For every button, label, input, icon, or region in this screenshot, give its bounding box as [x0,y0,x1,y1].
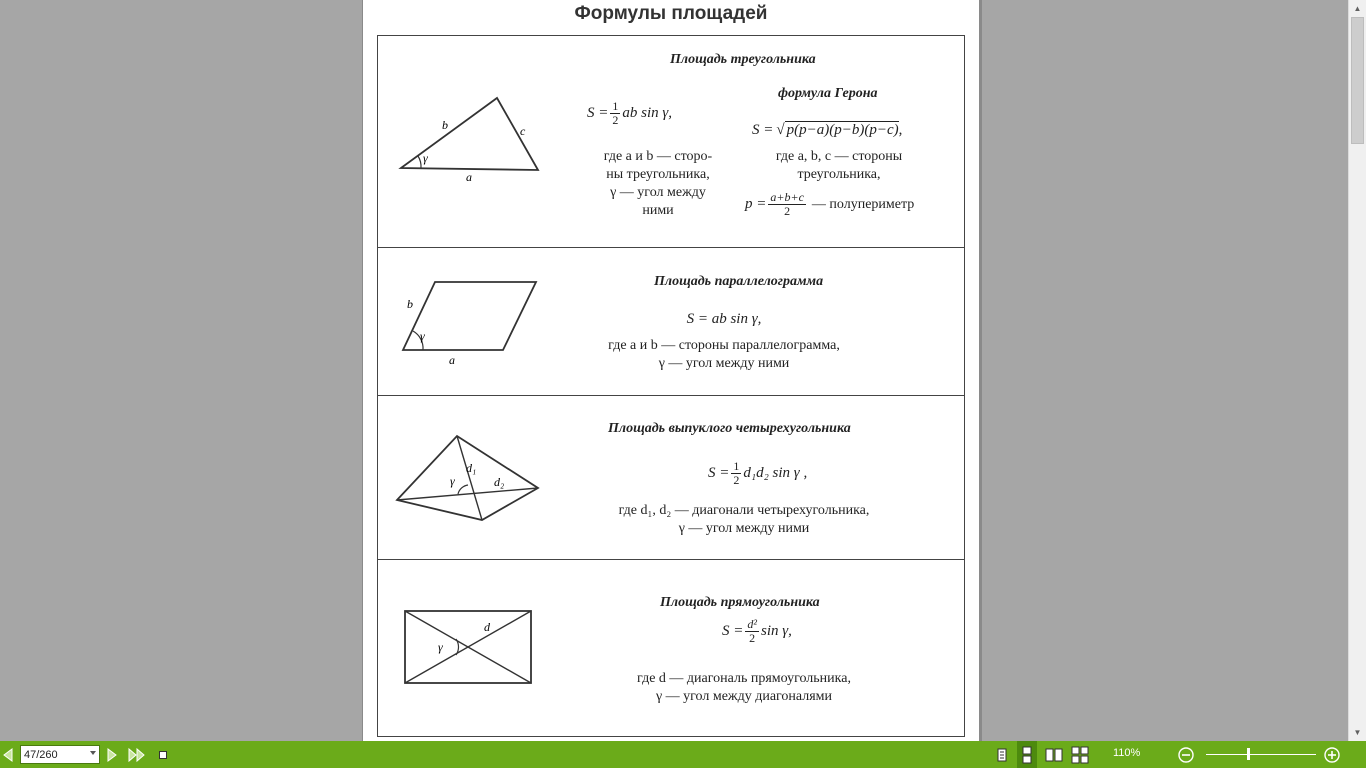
prev-page-button[interactable] [0,741,16,768]
label-d1: d₁ [466,461,477,475]
formula-sheet [377,35,965,737]
square-icon [159,751,167,759]
scroll-up-icon[interactable]: ▲ [1353,4,1362,13]
stop-button[interactable] [156,741,170,768]
zoom-out-button[interactable] [1177,741,1195,768]
rectangle-figure [402,608,534,688]
single-page-icon [997,748,1007,762]
label-d2: d₂ [494,475,505,489]
quadrilateral-description: где d₁, d₂ — диагонали четырехугольника, γ — угол между ними [618,503,870,536]
continuous-view-button[interactable] [1017,741,1037,768]
page-title: Формулы площадей [574,3,768,24]
section-rectangle [378,560,964,738]
zoom-slider-thumb[interactable] [1247,748,1250,760]
next-page-button[interactable] [104,741,120,768]
section-parallelogram [378,248,964,396]
bottom-toolbar [0,741,1366,768]
label-gamma: γ [438,640,443,654]
parallelogram-formula: S = ab sin γ, [686,311,762,327]
triangle-description: где a и b — сторо- ны треугольника, γ — угол между ними [603,149,713,218]
page-number-field[interactable]: 47/260 [20,745,100,764]
last-page-button[interactable] [127,741,147,768]
plus-circle-icon [1324,747,1340,763]
quadrilateral-formula: S = $\frac{1}{2}$ d₁d₂ sin γ , [708,459,808,487]
section-heading: Площадь треугольника [670,52,816,67]
continuous-page-icon [1022,746,1032,764]
parallelogram-figure [394,273,564,373]
triangle-right-icon [107,748,117,762]
zoom-level[interactable]: 110% [1113,747,1141,759]
two-page-continuous-icon [1071,746,1089,764]
semiperimeter-formula: p = $\frac{a+b+c}{2}$ — полупериметр [745,190,915,218]
label-gamma: γ [450,474,455,488]
label-c: c [520,124,526,138]
section-heading: Площадь параллелограмма [654,274,824,289]
section-heading: Площадь выпуклого четырехугольника [608,421,851,436]
label-d: d [484,620,490,634]
section-triangle [378,36,964,248]
triangle-figure [396,91,561,184]
section-quadrilateral [378,396,964,560]
heron-heading: формула Герона [778,86,878,101]
section-heading: Площадь прямоугольника [660,595,820,610]
triangle-left-icon [3,748,13,762]
document-page [362,0,982,741]
label-a: a [449,353,455,367]
triangle-formula: S = $\frac{1}{2}$ ab sin γ, [587,99,673,127]
two-page-view-button[interactable] [1044,741,1064,768]
two-page-continuous-view-button[interactable] [1069,741,1091,768]
parallelogram-description: где a и b — стороны параллелограмма, γ — угол между ними [608,338,840,371]
double-triangle-right-icon [128,748,146,762]
scroll-down-icon[interactable]: ▼ [1353,728,1362,737]
single-page-view-button[interactable] [994,741,1010,768]
two-page-icon [1045,748,1063,762]
rectangle-formula: S = $\frac{\text{d²}}{2}$ sin γ, [722,617,792,645]
label-a: a [466,170,472,184]
chevron-down-icon[interactable] [90,751,96,755]
heron-description: где a, b, c — стороны треугольника, [775,149,903,182]
zoom-slider-track[interactable] [1206,754,1316,755]
scrollbar-thumb[interactable] [1351,17,1364,144]
minus-circle-icon [1178,747,1194,763]
quadrilateral-figure [394,430,554,525]
vertical-scrollbar[interactable] [1348,0,1366,741]
zoom-in-button[interactable] [1323,741,1341,768]
label-b: b [407,297,413,311]
rectangle-description: где d — диагональ прямоугольника, γ — угол между диагоналями [637,671,851,704]
label-gamma: γ [423,151,428,165]
heron-formula: S = √ p(p−a)(p−b)(p−c) , [752,121,903,138]
label-gamma: γ [420,329,425,343]
label-b: b [442,118,448,132]
